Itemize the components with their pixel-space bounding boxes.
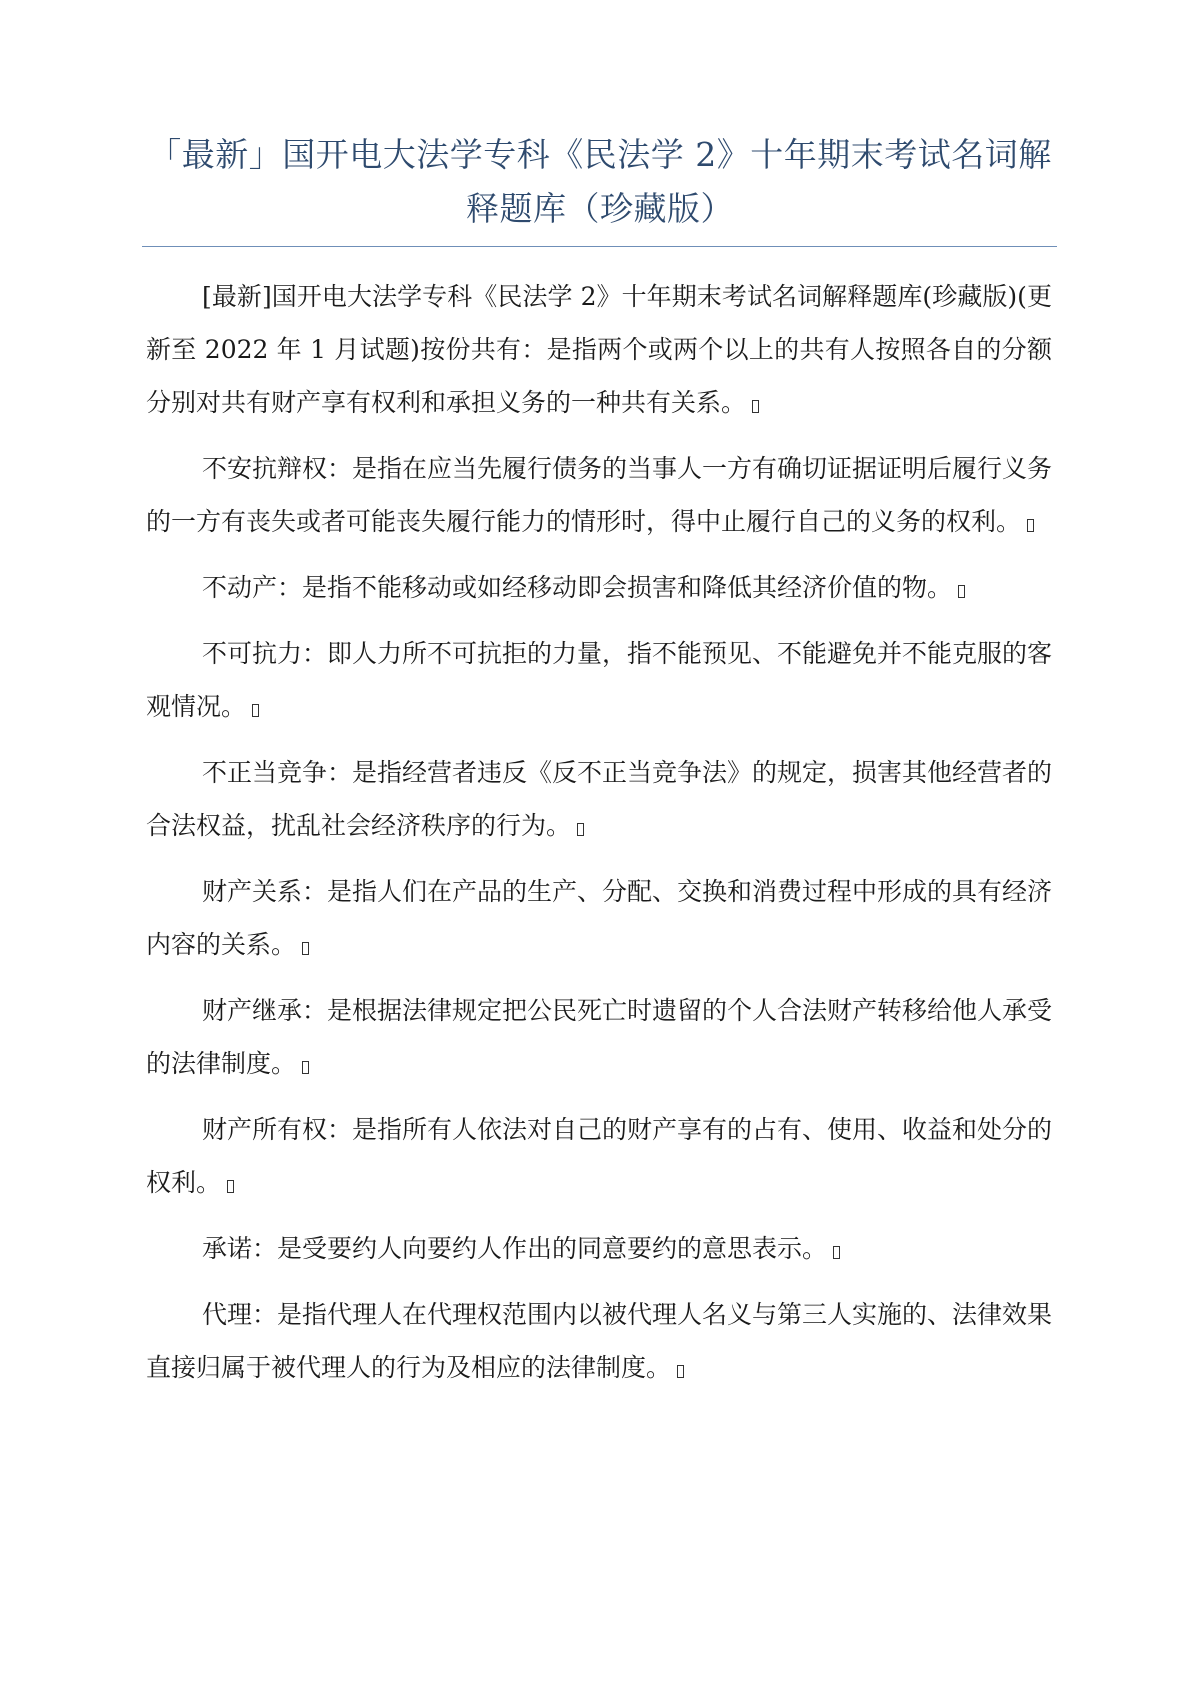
paragraph	[146, 627, 1052, 733]
title-divider	[142, 246, 1057, 247]
paragraph-end-mark-icon	[958, 585, 965, 598]
paragraph-end-mark-icon	[833, 1246, 840, 1259]
paragraph-end-mark-icon	[302, 942, 309, 955]
paragraph	[146, 1222, 1052, 1275]
paragraph	[146, 442, 1052, 548]
paragraph	[146, 865, 1052, 971]
paragraph-end-mark-icon	[677, 1365, 684, 1378]
paragraph	[146, 1288, 1052, 1394]
paragraph-end-mark-icon	[1027, 519, 1034, 532]
paragraph	[146, 1103, 1052, 1209]
paragraph	[146, 270, 1052, 429]
paragraph-text: 财产所有权：是指所有人依法对自己的财产享有的占有、使用、收益和处分的权利。	[146, 1115, 1053, 1197]
paragraph-text: 财产继承：是根据法律规定把公民死亡时遗留的个人合法财产转移给他人承受的法律制度。	[146, 996, 1053, 1078]
paragraph-text: 不可抗力：即人力所不可抗拒的力量，指不能预见、不能避免并不能克服的客观情况。	[146, 639, 1053, 721]
paragraph-text: 财产关系：是指人们在产品的生产、分配、交换和消费过程中形成的具有经济内容的关系。	[146, 877, 1053, 959]
paragraph-text: 不安抗辩权：是指在应当先履行债务的当事人一方有确切证据证明后履行义务的一方有丧失或者可能丧失履行能力的情形时，得中止履行自己的义务的权利。	[146, 454, 1053, 536]
paragraph	[146, 746, 1052, 852]
paragraph-text: 代理：是指代理人在代理权范围内以被代理人名义与第三人实施的、法律效果直接归属于被代理人的行为及相应的法律制度。	[146, 1300, 1053, 1382]
paragraph	[146, 561, 1052, 614]
paragraph-end-mark-icon	[227, 1180, 234, 1193]
paragraph-end-mark-icon	[577, 823, 584, 836]
paragraph	[146, 984, 1052, 1090]
paragraph-end-mark-icon	[252, 704, 259, 717]
paragraph-end-mark-icon	[302, 1061, 309, 1074]
paragraph-text: 不正当竞争：是指经营者违反《反不正当竞争法》的规定，损害其他经营者的合法权益，扰乱社会经济秩序的行为。	[146, 758, 1053, 840]
page-title: 「最新」国开电大法学专科《民法学 2》十年期末考试名词解释题库（珍藏版）	[148, 135, 1052, 228]
paragraph-text: [最新]国开电大法学专科《民法学 2》十年期末考试名词解释题库(珍藏版)(更新至 2022 年 1 月试题)按份共有：是指两个或两个以上的共有人按照各自的分额分别对共有财产享有权利和承担义务的一种共有关系。	[146, 282, 1052, 417]
paragraph-text: 承诺：是受要约人向要约人作出的同意要约的意思表示。	[202, 1234, 828, 1263]
document-body	[146, 270, 1052, 1407]
paragraph-text: 不动产：是指不能移动或如经移动即会损害和降低其经济价值的物。	[202, 573, 953, 602]
paragraph-end-mark-icon	[752, 400, 759, 413]
